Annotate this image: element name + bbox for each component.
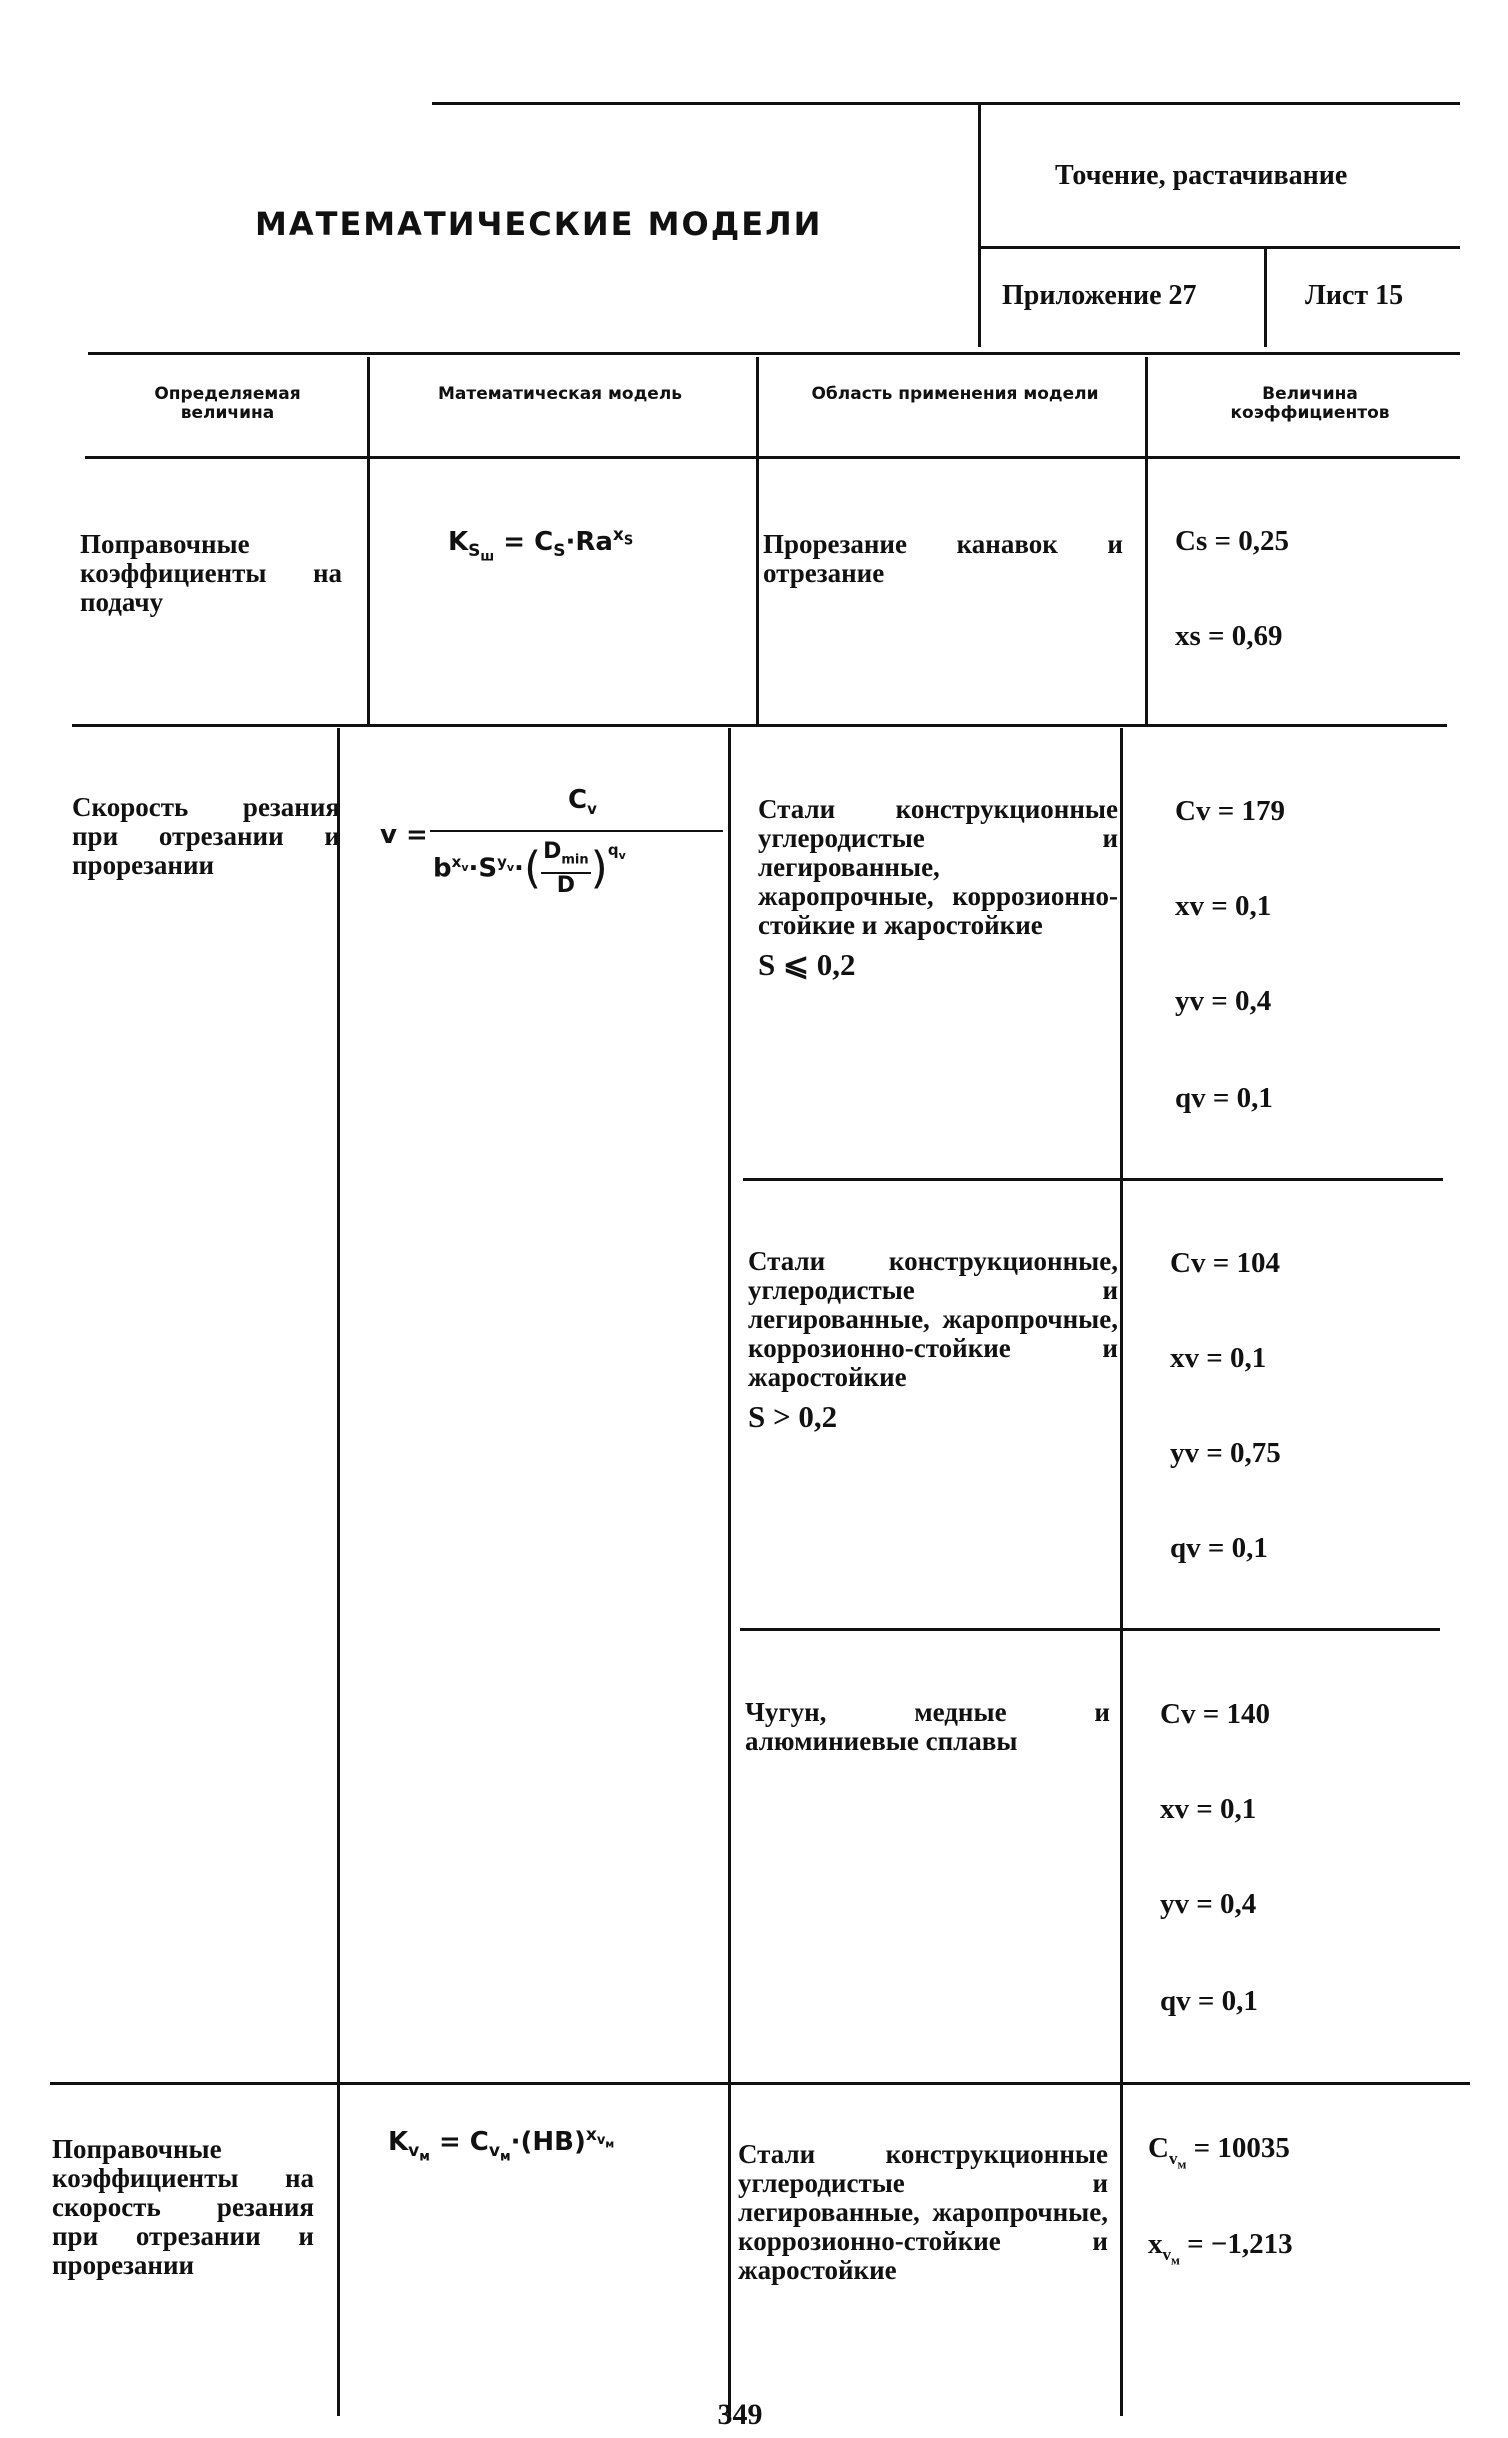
header-top-rule: [432, 102, 1460, 105]
feed-coef-2: xs = 0,69: [1175, 620, 1283, 652]
sheet-divider-vertical: [1264, 246, 1267, 347]
formula-symbol-kv: $K_{v_м}$: [388, 2126, 430, 2165]
page-title: МАТЕМАТИЧЕСКИЕ МОДЕЛИ: [255, 205, 823, 243]
header-mid-rule: [978, 246, 1460, 249]
column-header-model: Математическая модель: [437, 384, 683, 404]
table-top-rule: [88, 352, 1460, 355]
col-separator-3-top: [1145, 357, 1148, 725]
speed-group-1-coef-1: Cv = 179: [1175, 795, 1285, 827]
column-header-bottom-rule: [85, 456, 1460, 459]
speed-group-3-coef-1: Cv = 140: [1160, 1698, 1270, 1730]
feed-formula: [448, 525, 633, 564]
speed-group-2-coef-4: qv = 0,1: [1170, 1532, 1268, 1564]
page-number: 349: [717, 2398, 763, 2431]
col-separator-2-top: [756, 357, 759, 725]
speed-group-2-coef-3: yv = 0,75: [1170, 1437, 1281, 1469]
appendix-label: Приложение 27: [1002, 280, 1197, 311]
speed-group-3-scope: Чугун, медные и алюминиевые сплавы: [745, 1697, 1110, 1756]
feed-coef-1: Cs = 0,25: [1175, 525, 1290, 557]
speed-group-2-coef-1: Cv = 104: [1170, 1247, 1280, 1279]
column-header-scope: Область применения модели: [811, 384, 1099, 404]
speed-group-1-coef-4: qv = 0,1: [1175, 1082, 1273, 1114]
speed-group-3-coef-2: xv = 0,1: [1160, 1793, 1257, 1825]
row-rule-feed: [72, 724, 1447, 727]
row-rule-speed-2: [740, 1628, 1440, 1631]
speed-group-1-coef-3: yv = 0,4: [1175, 985, 1272, 1017]
speed-group-2-scope: Стали конструкционные, углеродистые и легированные, жаропрочные, коррозионно-стойкие и жаростойкие: [748, 1246, 1118, 1392]
speed-formula-denominator: $b^{x_v}\cdot S^{y_v}\cdot$( $D_{min}$ D )$^{q_v}$: [433, 839, 626, 899]
formula-body: = $C_{v_м}\cdot(HB)^{x_{v_м}}$: [438, 2125, 615, 2165]
speed-group-1-coef-2: xv = 0,1: [1175, 890, 1272, 922]
speed-correction-coef-2-value: = −1,213: [1187, 2228, 1293, 2260]
col-separator-3-bottom: [1120, 728, 1123, 2416]
speed-group-1-scope: Стали конструкционные углеродистые и легированные, жаропрочные, коррозионно-стойкие и жаростойкие: [758, 794, 1118, 940]
column-header-coefficients: Величина коэффициентов: [1230, 384, 1390, 423]
column-header-quantity: Определяемая величина: [154, 384, 301, 423]
col-separator-1-bottom: [337, 728, 340, 2416]
sheet-label: Лист 15: [1305, 280, 1404, 311]
row-rule-speed-correction: [50, 2082, 1470, 2085]
col-separator-2-bottom: [728, 728, 731, 2416]
speed-group-3-coef-3: yv = 0,4: [1160, 1888, 1257, 1920]
speed-correction-coef-2: $x_{v_м} = -1,213$: [1148, 2228, 1293, 2268]
speed-quantity-cell: Скорость резания при отрезании и прорезании: [72, 792, 340, 880]
speed-correction-scope-cell: Стали конструкционные углеродистые и легированные, жаропрочные, коррозионно-стойкие и жаростойкие: [738, 2139, 1108, 2285]
speed-correction-coef-1: $C_{v_м} = 10035$: [1148, 2132, 1290, 2172]
col-separator-1-top: [367, 357, 370, 725]
speed-formula-fraction-bar: [430, 830, 723, 832]
speed-formula-numerator: $C_v$: [568, 785, 597, 819]
speed-formula: [378, 780, 728, 930]
speed-correction-quantity-cell: Поправочные коэффициенты на скорость резания при отрезании и прорезании: [52, 2134, 314, 2280]
formula-equals: = $C_S\cdot Ra^{x_S}$: [503, 525, 634, 561]
header-divider-vertical: [978, 102, 981, 347]
feed-quantity-cell: Поправочные коэффициенты на подачу: [80, 529, 342, 617]
speed-correction-coef-1-value: = 10035: [1193, 2132, 1290, 2164]
speed-group-2-condition: S > 0,2: [748, 1399, 838, 1434]
speed-formula-lhs: v =: [380, 820, 428, 850]
speed-group-1-condition: S ⩽ 0,2: [758, 947, 856, 982]
speed-group-3-coef-4: qv = 0,1: [1160, 1985, 1258, 2017]
feed-scope-cell: Прорезание канавок и отрезание: [763, 529, 1123, 588]
formula-symbol-k: $K_{S_ш}$: [448, 526, 495, 565]
speed-group-2-coef-2: xv = 0,1: [1170, 1342, 1267, 1374]
speed-correction-formula: [388, 2125, 614, 2164]
operation-label: Точение, растачивание: [1055, 160, 1348, 191]
row-rule-speed-1: [743, 1178, 1443, 1181]
